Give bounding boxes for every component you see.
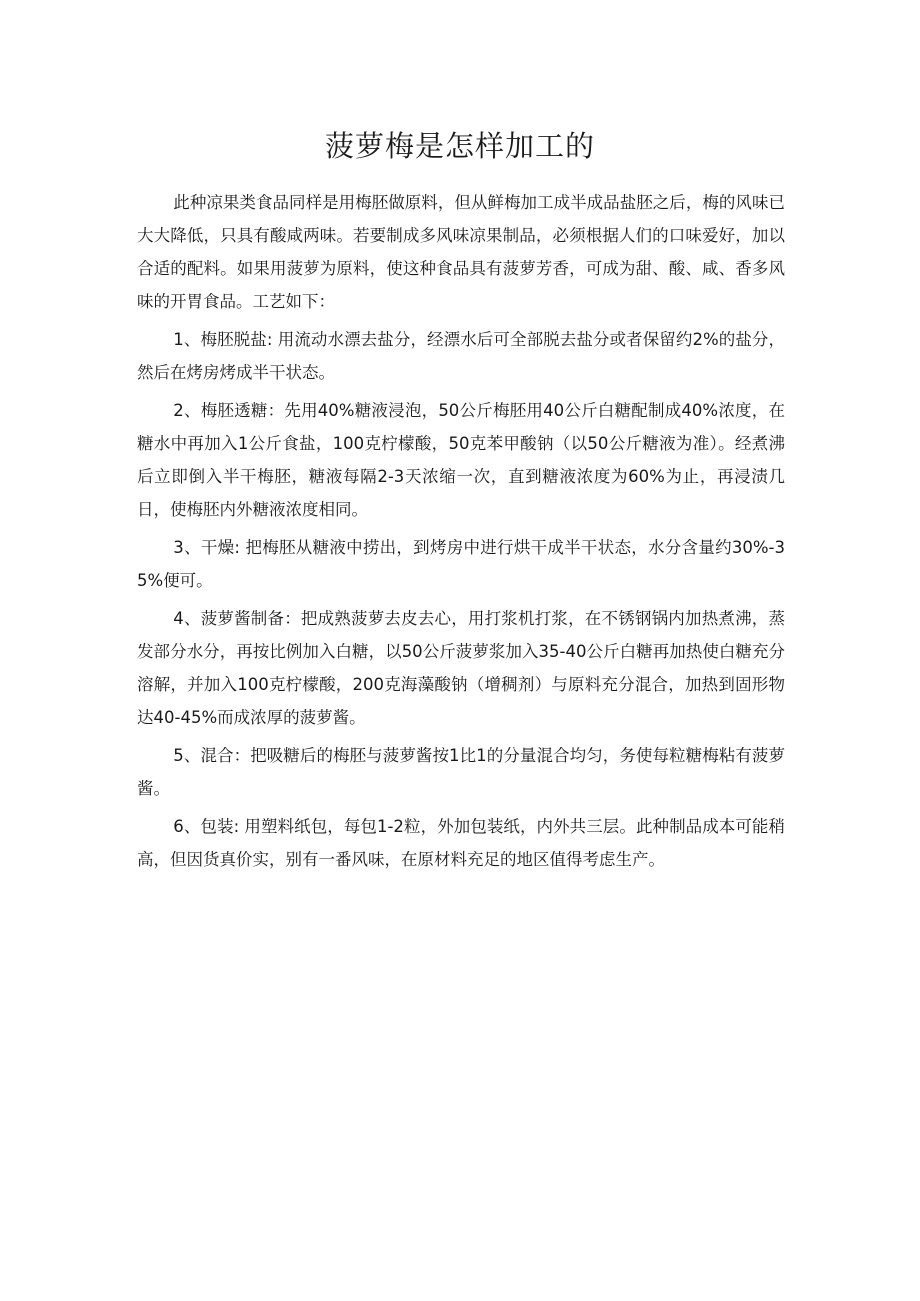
step-4-paragraph: 4、菠萝酱制备：把成熟菠萝去皮去心，用打浆机打浆，在不锈钢锅内加热煮沸，蒸发部分水分，再按比例加入白糖，以50公斤菠萝浆加入35-40公斤白糖再加热使白糖充分溶解，并加入100克柠檬酸，200克海藻酸钠（增稠剂）与原料充分混合，加热到固形物达40-45%而成浓厚的菠萝酱。 [137, 609, 785, 727]
step-2-paragraph: 2、梅胚透糖：先用40%糖液浸泡，50公斤梅胚用40公斤白糖配制成40%浓度，在糖水中再加入1公斤食盐，100克柠檬酸，50克苯甲酸钠（以50公斤糖液为准）。经煮沸后立即倒入半干梅胚，糖液每隔2-3天浓缩一次，直到糖液浓度为60%为止，再浸渍几日，使梅胚内外糖液浓度相同。 [137, 401, 785, 519]
intro-paragraph: 此种凉果类食品同样是用梅胚做原料，但从鲜梅加工成半成品盐胚之后，梅的风味已大大降低，只具有酸咸两味。若要制成多风味凉果制品，必须根据人们的口味爱好，加以合适的配料。如果用菠萝为原料，使这种食品具有菠萝芳香，可成为甜、酸、咸、香多风味的开胃食品。工艺如下： [137, 193, 785, 311]
step-1-paragraph: 1、梅胚脱盐: 用流动水漂去盐分，经漂水后可全部脱去盐分或者保留约2%的盐分，然后在烤房烤成半干状态。 [137, 330, 785, 382]
document-title: 菠萝梅是怎样加工的 [324, 129, 595, 163]
step-5-paragraph: 5、混合：把吸糖后的梅胚与菠萝酱按1比1的分量混合均匀，务使每粒糖梅粘有菠萝酱。 [137, 746, 785, 798]
step-3-paragraph: 3、干燥: 把梅胚从糖液中捞出，到烤房中进行烘干成半干状态，水分含量约30%-35%便可。 [137, 538, 785, 590]
document-body [137, 186, 785, 881]
step-6-paragraph: 6、包装: 用塑料纸包，每包1-2粒，外加包装纸，内外共三层。此种制品成本可能稍高，但因货真价实，别有一番风味，在原材料充足的地区值得考虑生产。 [137, 817, 785, 869]
